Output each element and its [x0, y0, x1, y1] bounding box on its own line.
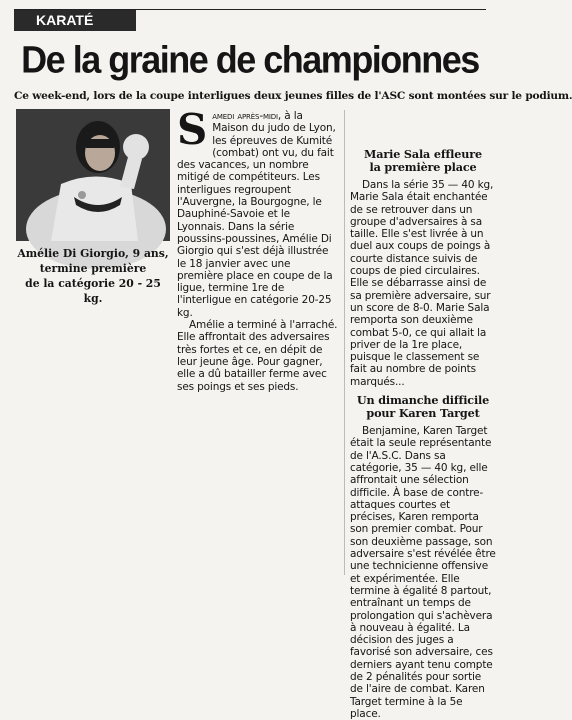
caption-line-2: termine première [39, 262, 147, 275]
column-divider [344, 110, 345, 575]
opening-smallcaps: amedi après-midi, [212, 110, 282, 122]
athlete-photo-illustration [16, 109, 170, 241]
subhead-1-line-1: Marie Sala effleure [364, 147, 482, 161]
photo-caption [14, 246, 172, 306]
athlete-photo [16, 109, 170, 241]
paragraph-4: Benjamine, Karen Target était la seule représentante de l'A.S.C. Dans sa catégorie, 35 — 40 kg, elle affrontait une sélection difficile. À base de contre-attaques courtes et précises, Karen remporta son premier combat. Pour son deuxième passage, son adversaire s'est révélée être une technicienne offensive et expérimentée. Elle termine à égalité 8 partout, entraînant un temps de prolongation qui s'achèvera à nouveau à égalité. La décision des juges a favorisé son adversaire, ces derniers ayant tenu compte de 2 pénalités pour sortie de l'aire de combat. Karen Target termine à la 5e place. [350, 425, 496, 720]
article-column-2 [350, 110, 496, 720]
subhead-1-line-2: la première place [369, 160, 477, 174]
subhead-2-line-2: pour Karen Target [366, 406, 480, 421]
subhead-marie-sala [350, 148, 496, 174]
dropcap: S [177, 105, 208, 154]
lead-paragraph: Ce week-end, lors de la coupe interligues deux jeunes filles de l'ASC sont montées sur le podium. [14, 90, 572, 102]
subhead-karen-target [350, 394, 496, 420]
paragraph-2: Amélie a terminé à l'arraché. Elle affrontait des adversaires très fortes et ce, en dépit de leur jeune âge. Pour gagner, elle a dû batailler ferme avec ses poings et ses pieds. [177, 319, 338, 393]
section-kicker: KARATÉ [14, 10, 136, 31]
caption-line-3: de la catégorie 20 - 25 kg. [25, 277, 161, 305]
article-column-1 [177, 105, 339, 393]
headline: De la graine de championnes [21, 37, 479, 81]
subhead-2-line-1: Un dimanche difficile [356, 393, 490, 408]
paragraph-1 [177, 105, 339, 319]
caption-line-1: Amélie Di Giorgio, 9 ans, [17, 247, 169, 260]
paragraph-1-text: à la Maison du judo de Lyon, les épreuves de Kumité (combat) ont vu, du fait des vacances, un nombre mitigé de compétiteurs. Les interligues regroupent l'Auvergne, la Bourgogne, le Dauphiné-Savoie et le Lyonnais. Dans la série poussins-poussines, Amélie Di Giorgio qui s'est déjà illustrée le 18 janvier avec une première place en coupe de la ligue, termine 1re de l'interligue en catégorie 20-25 kg. [177, 110, 336, 319]
paragraph-3: Dans la série 35 — 40 kg, Marie Sala était enchantée de se retrouver dans un groupe d'adversaires à sa taille. Elle s'est livrée à un duel aux coups de poings à courte distance suivis de coups de pied circulaires. Elle se débarrasse ainsi de sa première adversaire, sur un score de 8-0. Marie Sala remporta son deuxième combat 5-0, ce qui allait la priver de la 1re place, puisque le classement se fait au nombre de points marqués... [350, 179, 494, 388]
